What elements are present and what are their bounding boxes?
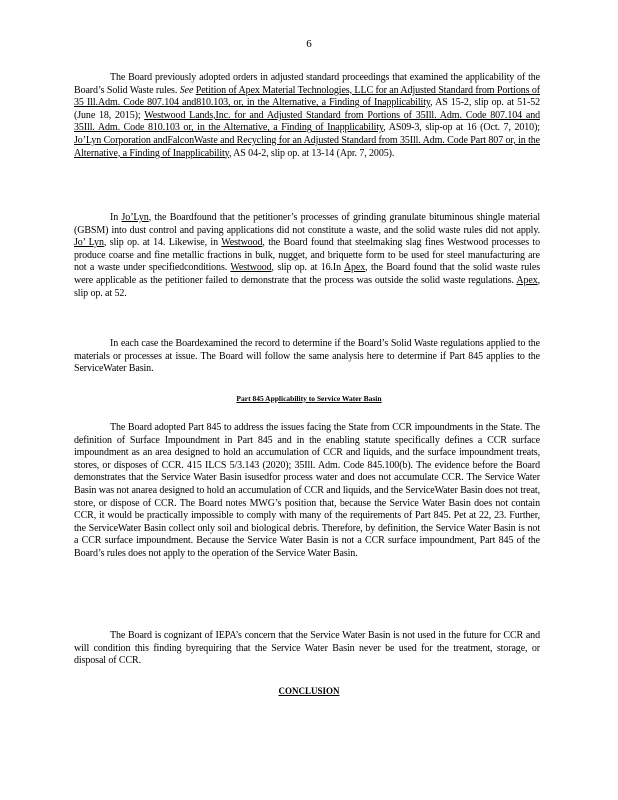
- p2-text-f: , the Board found that the solid waste rules were applicable as the petitioner failed to demonstrate that the process was outside the solid waste regulations.: [74, 262, 540, 286]
- p2-text-c: , slip op. at 14. Likewise, in: [103, 237, 218, 249]
- conclusion-text: CONCLUSION: [278, 686, 340, 696]
- case-name-westwood: Westwood: [221, 237, 263, 249]
- paragraph-case-findings: [74, 212, 540, 300]
- p2-text-b: , the Boardfound that the petitioner’s processes of grinding granulate bituminous shingle material (GBSM) into dust control and paving applications did not constitute a waste, and the solid waste rules did not apply.: [74, 212, 540, 236]
- p2-text-a: In: [110, 212, 119, 223]
- citation-westwood-tail: , AS09-3, slip-op at 16 (Oct. 7, 2010);: [383, 122, 540, 134]
- p3-text: In each case the Boardexamined the record to determine if the Board’s Solid Waste regulations applied to the materials or processes at issue. The Board will follow the same analysis here to determine if Part 845 applies to the ServiceWater Basin.: [74, 338, 540, 375]
- paragraph-prior-orders: [74, 72, 540, 160]
- case-name-jolyn-2: Jo’ Lyn: [74, 237, 104, 249]
- paragraph-part845: [74, 422, 540, 561]
- section-heading: [0, 394, 618, 403]
- p5-text: The Board is cognizant of IEPA’s concern that the Service Water Basin is not used in the future for CCR and will condition this finding byrequiring that the Service Water Basin never be used for the treatment, storage, or disposal of CCR.: [74, 630, 540, 667]
- case-name-westwood-2: Westwood: [230, 262, 272, 274]
- citation-apex-tail: , AS 15-2, slip op. at 51-52 (June 18, 2015);: [74, 97, 540, 121]
- p2-text-e: , slip op. at 16.In: [271, 262, 342, 274]
- p4-text: The Board adopted Part 845 to address the issues facing the State from CCR impoundments in the State. The definition of Surface Impoundment in Part 845 and in the enabling statute specifically defines a CCR surface impoundment as an area designed to hold an accumulation of CCR and liquids, and the surface impoundment treats, stores, or disposes of CCR. 415 ILCS 5/3.143 (2020); 35Ill. Adm. Code 845.100(b). The evidence before the Board demonstrates that the Service Water Basin isusedfor process water and does not accumulate CCR. The Service Water Basin was not anarea designed to hold an accumulation of CCR and liquids, and the ServiceWater Basin does not treat, store, or dispose of CCR. The Board notes MWG’s position that, because the Service Water Basin does not contain CCR, it would be practically impossible to comply with many of the requirements of Part 845. Pet at 22, 23. Further, the ServiceWater Basin collect only soil and biological debris. Therefore, by definition, the Service Water Basin is not a CCR surface impoundment. Because the Service Water Basin is not a CCR surface impoundment, Part 845 of the Board’s rules does not apply to the operation of the Service Water Basin.: [74, 422, 540, 559]
- case-name-apex: Apex: [343, 262, 366, 274]
- p1-sentence: The Board previously adopted orders in adjusted standard proceedings that examined the applicability of the Board’s Solid Waste rules.: [74, 72, 540, 96]
- case-name-jolyn: Jo’Lyn: [121, 212, 149, 223]
- section-heading-text: Part 845 Applicability to Service Water Basin: [236, 394, 382, 403]
- p2-text-g: , slip op. at 52.: [74, 274, 540, 299]
- citation-jolyn: Jo’Lyn Corporation andFalconWaste and Recycling for an Adjusted Standard from 35Ill. Adm. Code Part 807 or, in the Alternative, a Finding of Inapplicability: [74, 134, 540, 159]
- citation-apex: Petition of Apex Material Technologies, LLC for an Adjusted Standard from Portions of 35 Ill.Adm. Code 807.104 and810.103, or, in the Alternative, a Finding of Inapplicability: [74, 84, 541, 109]
- p1-see: See: [179, 84, 194, 96]
- conclusion-heading: [0, 686, 618, 696]
- citation-westwood: Westwood Lands,Inc. for and Adjusted Standard from Portions of 35Ill. Adm. Code 807.104 and 35Ill. Adm. Code 810.103 or, in the Alternative, a Finding of Inapplicability: [74, 109, 540, 134]
- case-name-apex-2: Apex: [516, 274, 538, 286]
- page-number: 6: [306, 38, 312, 50]
- p2-text-d: , the Board found that steelmaking slag fines Westwood processes to produce coarse and fine metallic fractions in bulk, nugget, and briquette form to be used for steel manufacturing are not a waste under specifiedconditions.: [74, 237, 540, 274]
- paragraph-analysis: [74, 338, 540, 376]
- citation-jolyn-tail: , AS 04-2, slip op. at 13-14 (Apr. 7, 2005).: [228, 147, 395, 159]
- paragraph-iepa-concern: [74, 630, 540, 668]
